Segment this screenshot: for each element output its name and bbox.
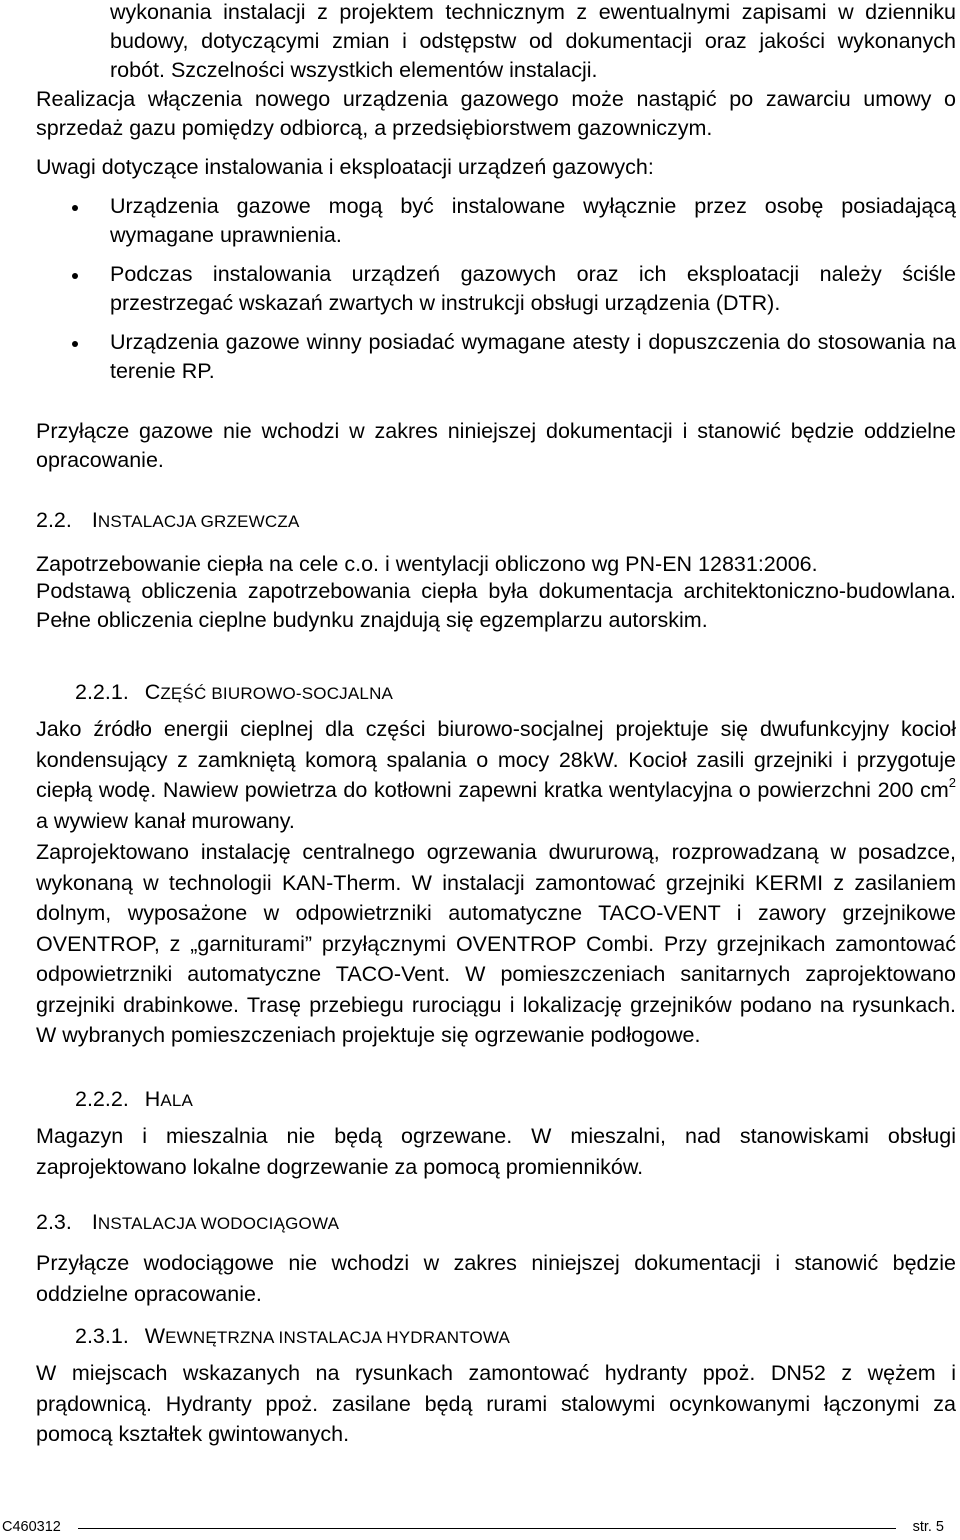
section-title-rest: EWNĘTRZNA INSTALACJA HYDRANTOWA — [165, 1328, 511, 1347]
list-item — [36, 192, 956, 250]
section-number: 2.2.1. — [75, 680, 129, 704]
section-title-rest: NSTALACJA WODOCIĄGOWA — [97, 1214, 340, 1233]
section-title-initial: C — [144, 680, 161, 704]
bullet-icon — [72, 273, 78, 279]
intro-paragraph: wykonania instalacji z projektem technicznym z ewentualnymi zapisami w dzienniku budowy, dotyczącymi zmian i odstępstw od dokumentacji oraz jakości wykonanych robót. Szczelności wszystkich elementów instalacji. — [110, 0, 956, 82]
bullet-icon — [72, 205, 78, 211]
list-item-text: Urządzenia gazowe winny posiadać wymagane atesty i dopuszczenia do stosowania na terenie RP. — [110, 330, 956, 383]
section-heading-2-3-1 — [75, 1322, 510, 1352]
section-2-3-paragraph-1: Przyłącze wodociągowe nie wchodzi w zakres niniejszej dokumentacji i stanowić będzie oddzielne opracowanie. — [36, 1251, 956, 1306]
section-2-2-paragraph-1: Zapotrzebowanie ciepła na cele c.o. i wentylacji obliczono wg PN-EN 12831:2006. — [36, 552, 818, 576]
section-title-rest: ZĘŚĆ BIUROWO-SOCJALNA — [160, 684, 394, 703]
list-item — [36, 260, 956, 318]
realizacja-paragraph: Realizacja włączenia nowego urządzenia gazowego może nastąpić po zawarciu umowy o sprzedaż gazu pomiędzy odbiorcą, a przedsiębiorstwem gazowniczym. — [36, 87, 956, 140]
footer-divider — [78, 1528, 896, 1529]
list-item-text: Urządzenia gazowe mogą być instalowane wyłącznie przez osobę posiadającą wymagane uprawnienia. — [110, 194, 956, 247]
section-2-2-2-paragraph-1: Magazyn i mieszalnia nie będą ogrzewane. W mieszalni, nad stanowiskami obsługi zaprojektowano lokalne dogrzewanie za pomocą promienników. — [36, 1124, 956, 1179]
uwagi-title: Uwagi dotyczące instalowania i eksploatacji urządzeń gazowych: — [36, 155, 654, 179]
paragraph-text: a wywiew kanał murowany. — [36, 808, 295, 833]
list-item — [36, 328, 956, 386]
page-number: str. 5 — [912, 1519, 944, 1535]
section-heading-2-2-2 — [75, 1085, 193, 1115]
section-title-rest: NSTALACJA GRZEWCZA — [97, 512, 300, 531]
section-heading-2-3 — [36, 1208, 339, 1238]
section-2-3-1-paragraph-1: W miejscach wskazanych na rysunkach zamontować hydranty ppoż. DN52 z wężem i prądownicą. Hydranty ppoż. zasilane będą rurami stalowymi ocynkowanymi łączonymi za pomocą kształtek gwintowanych. — [36, 1361, 956, 1446]
document-code: C460312 — [2, 1519, 61, 1535]
section-heading-2-2-1 — [75, 678, 393, 708]
page-footer — [0, 1518, 960, 1540]
superscript: 2 — [948, 774, 956, 790]
paragraph-text: Jako źródło energii cieplnej dla części biurowo-socjalnej projektuje się dwufunkcyjny kocioł kondensujący z zamkniętą komorą spalania o mocy 28kW. Kocioł zasili grzejniki i przygotuje ciepłą wodę. Nawiew powietrza do kotłowni zapewni kratka wentylacyjna o powierzchni 200 cm — [36, 717, 956, 802]
section-number: 2.3. — [36, 1210, 72, 1234]
gas-notes-list — [36, 192, 956, 386]
przylacze-gazowe-paragraph: Przyłącze gazowe nie wchodzi w zakres niniejszej dokumentacji i stanowić będzie oddzielne opracowanie. — [36, 419, 956, 472]
section-number: 2.2.2. — [75, 1087, 129, 1111]
list-item-text: Podczas instalowania urządzeń gazowych oraz ich eksploatacji należy ściśle przestrzegać wskazań zwartych w instrukcji obsługi urządzenia (DTR). — [110, 262, 956, 315]
section-title-initial: W — [144, 1324, 166, 1348]
section-number: 2.3.1. — [75, 1324, 129, 1348]
section-2-2-1-paragraph-1 — [36, 714, 956, 836]
section-number: 2.2. — [36, 508, 72, 532]
section-title-rest: ALA — [160, 1091, 194, 1110]
section-2-2-1-paragraph-2: Zaprojektowano instalację centralnego ogrzewania dwururową, rozprowadzaną w posadzce, wykonaną w technologii KAN-Therm. W instalacji zamontować grzejniki KERMI z zasilaniem dolnym, wyposażone w odpowietrzniki automatyczne TACO-VENT i zawory grzejnikowe OVENTROP, z „garniturami” przyłącznymi OVENTROP Combi. Przy grzejnikach zamontować odpowietrzniki automatyczne TACO-Vent. W pomieszczeniach sanitarnych zaprojektowano grzejniki drabinkowe. Trasę przebiegu rurociągu i lokalizację grzejników podano na rysunkach. W wybranych pomieszczeniach projektuje się ogrzewanie podłogowe. — [36, 840, 956, 1047]
section-title-initial: I — [91, 508, 98, 532]
section-heading-2-2 — [36, 506, 299, 536]
section-2-2-paragraph-2: Podstawą obliczenia zapotrzebowania ciepła była dokumentacja architektoniczno-budowlana. Pełne obliczenia cieplne budynku znajdują się egzemplarzu autorskim. — [36, 579, 956, 632]
section-title-initial: I — [91, 1210, 98, 1234]
section-title-initial: H — [144, 1087, 161, 1111]
bullet-icon — [72, 341, 78, 347]
